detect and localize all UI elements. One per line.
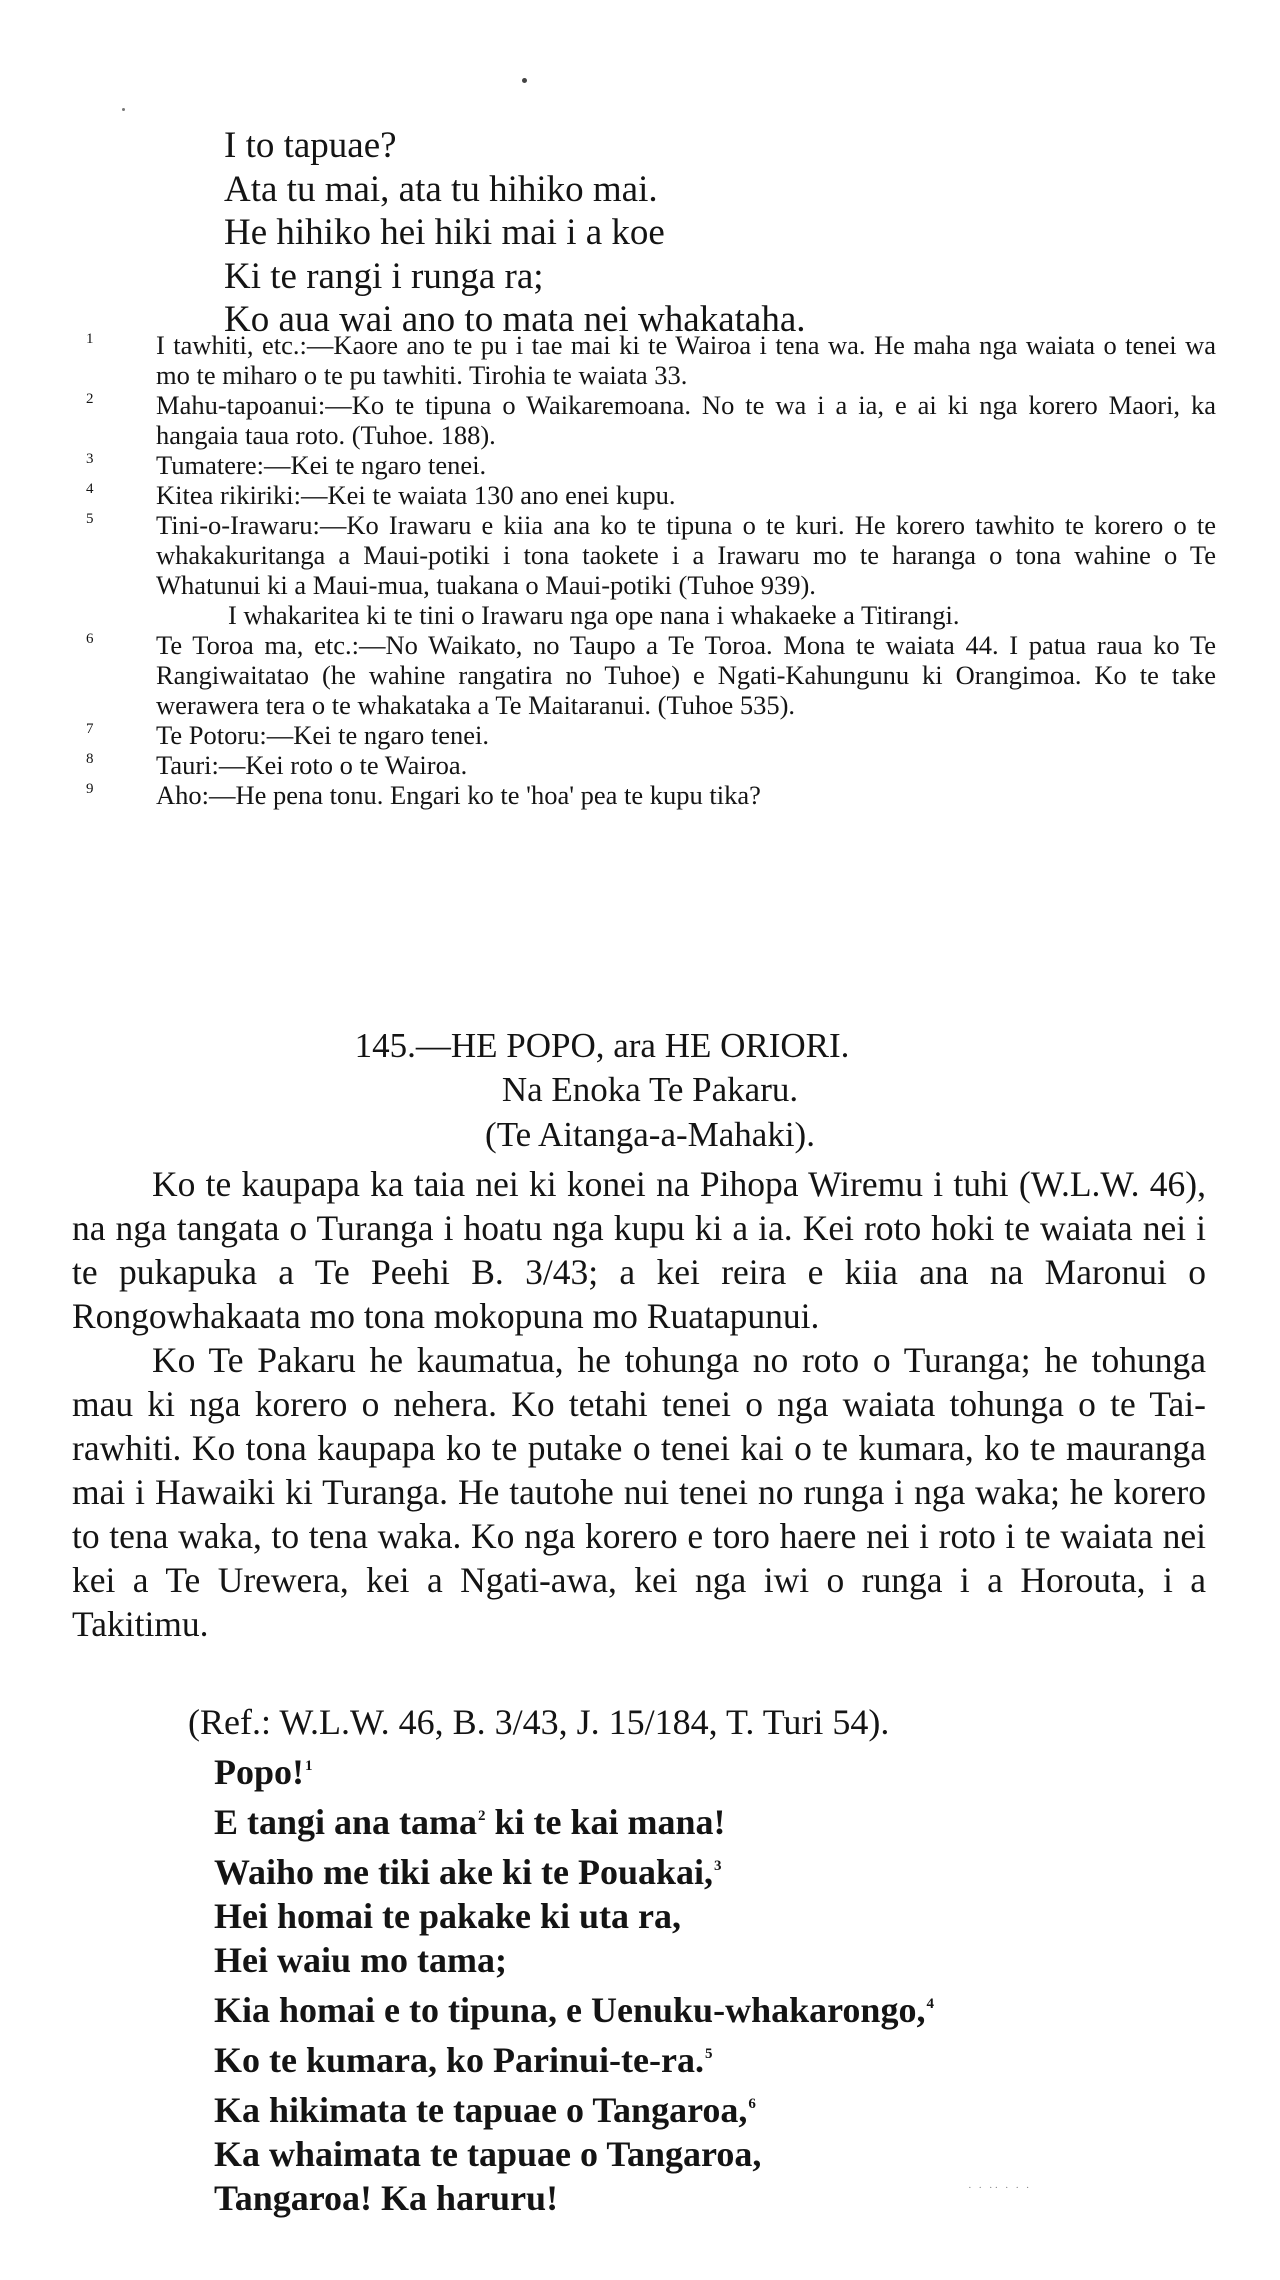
line-text: E tangi ana tama xyxy=(214,1802,478,1842)
poem-line xyxy=(214,2132,1214,2176)
poem-line: Ki te rangi i runga ra; xyxy=(224,255,544,297)
print-dot xyxy=(522,78,527,83)
print-speck xyxy=(122,108,125,111)
footnote-text: I tawhiti, etc.:—Kaore ano te pu i tae mai ki te Wairoa i tena wa. He maha nga waiata o tenei wa mo te miharo o te pu tawhiti. Tirohia te waiata 33. xyxy=(156,330,1216,390)
footnote-text: Te Potoru:—Kei te ngaro tenei. xyxy=(156,720,489,750)
paragraph: Ko Te Pakaru he kaumatua, he tohunga no roto o Turanga; he tohunga mau ki nga korero o nehera. Ko tetahi tenei o nga waiata tohunga o te Tai-rawhiti. Ko tona kaupapa ko te putake o tenei kai o te kumara, ko te mauranga mai i Hawaiki ki Turanga. He tautohe nui tenei no runga i nga waka; he korero to tena waka, to tena waka. Ko nga korero e toro haere nei i roto i te waiata nei kei a Te Urewera, kei a Ngati-awa, kei nga iwi o runga i a Horouta, i a Takitimu. xyxy=(72,1340,1206,1644)
poem-line xyxy=(214,1938,1214,1982)
footnote-marker: 6 xyxy=(748,2096,756,2112)
poem-popo xyxy=(214,1744,1214,2220)
footnotes xyxy=(86,330,1216,810)
poem-line xyxy=(214,1744,1214,1794)
section-title: 145.—HE POPO, ara HE ORIORI. xyxy=(354,1026,850,1065)
poem-line xyxy=(214,2032,1214,2082)
footnote-number: 5 xyxy=(86,511,94,527)
footnote xyxy=(86,780,1216,810)
footnote-text: Tumatere:—Kei te ngaro tenei. xyxy=(156,450,487,480)
footnote-marker: 5 xyxy=(704,2046,713,2062)
footnote xyxy=(86,630,1216,720)
footnote-number: 8 xyxy=(86,751,94,767)
footnote xyxy=(86,510,1216,600)
poem-line: I to tapuae? xyxy=(224,125,397,166)
footnote xyxy=(86,480,1216,510)
poem-line: Ko aua wai ano to mata nei whakataha. xyxy=(224,299,806,340)
poem-continuation xyxy=(224,124,1224,342)
poem-line xyxy=(214,1894,1214,1938)
poem-line xyxy=(214,2176,1214,2220)
footnote-number: 9 xyxy=(86,781,94,797)
poem-line xyxy=(214,1982,1214,2032)
poem-line xyxy=(214,1794,1214,1844)
poem-line xyxy=(214,2082,1214,2132)
line-text: Ko te kumara, ko Parinui-te-ra. xyxy=(214,2040,704,2080)
footnote-text: Te Toroa ma, etc.:—No Waikato, no Taupo a Te Toroa. Mona te waiata 44. I patua raua ko Te Rangiwaitatao (he wahine rangatira no Tuhoe) e Ngati-Kahungunu ki Orangimoa. Ko te take werawera tera o te whakataka a Te Maitaranui. (Tuhoe 535). xyxy=(156,630,1216,720)
footnote-marker: 1 xyxy=(305,1758,313,1774)
footnote-number: 7 xyxy=(86,721,94,737)
footnote-continuation: I whakaritea ki te tini o Irawaru nga ope nana i whakaeke a Titirangi. xyxy=(228,600,960,630)
poem-line: Ata tu mai, ata tu hihiko mai. xyxy=(224,168,658,210)
line-text: Ka whaimata te tapuae o Tangaroa, xyxy=(214,2134,762,2174)
footnote-number: 4 xyxy=(86,481,94,497)
line-text: Waiho me tiki ake ki te Pouakai, xyxy=(214,1852,714,1892)
poem-line xyxy=(214,1844,1214,1894)
footnote-text: Kitea rikiriki:—Kei te waiata 130 ano enei kupu. xyxy=(156,480,676,510)
footnote-number: 3 xyxy=(86,451,94,467)
section-author: Na Enoka Te Pakaru. xyxy=(501,1070,799,1109)
line-text: Hei homai te pakake ki uta ra, xyxy=(214,1896,682,1936)
print-specks: · · ·· · · · xyxy=(968,2182,1032,2194)
footnote-number: 6 xyxy=(86,631,94,647)
footnote-number: 2 xyxy=(86,391,94,407)
footnote xyxy=(86,720,1216,750)
line-text: Popo! xyxy=(214,1752,304,1792)
footnote xyxy=(86,750,1216,780)
section-tribe: (Te Aitanga-a-Mahaki). xyxy=(485,1115,815,1154)
line-text-rest: ki te kai mana! xyxy=(485,1802,726,1842)
footnote-marker: 3 xyxy=(714,1858,722,1874)
footnote-marker: 2 xyxy=(478,1808,486,1824)
line-text: Tangaroa! Ka haruru! xyxy=(214,2178,559,2218)
footnote-text: Tini-o-Irawaru:—Ko Irawaru e kiia ana ko te tipuna o te kuri. He korero tawhito te korero o te whakakuritanga a Maui-potiki i tona taokete i a Irawaru mo te haranga o tona wahine o Te Whatunui ki a Maui-mua, tuakana o Maui-potiki (Tuhoe 939). xyxy=(156,510,1216,600)
poem-line: He hihiko hei hiki mai i a koe xyxy=(224,212,665,253)
line-text: Kia homai e to tipuna, e Uenuku-whakarongo, xyxy=(214,1990,926,2030)
footnote-text: Tauri:—Kei roto o te Wairoa. xyxy=(156,750,468,780)
footnote-marker: 4 xyxy=(926,1996,934,2012)
footnote-number: 1 xyxy=(86,331,94,347)
line-text: Hei waiu mo tama; xyxy=(214,1940,507,1980)
footnote-text: Mahu-tapoanui:—Ko te tipuna o Waikaremoana. No te wa i a ia, e ai ki nga korero Maori, ka hangaia taua roto. (Tuhoe. 188). xyxy=(156,390,1216,450)
paragraph: Ko te kaupapa ka taia nei ki konei na Pihopa Wiremu i tuhi (W.L.W. 46), na nga tangata o Turanga i hoatu nga kupu ki a ia. Kei roto hoki te waiata nei i te pukapuka a Te Peehi B. 3/43; a kei reira e kiia ana na Maronui o Rongowhakaata mo tona mokopuna mo Ruatapunui. xyxy=(72,1164,1206,1336)
footnote xyxy=(86,390,1216,450)
footnote xyxy=(86,330,1216,390)
line-text: Ka hikimata te tapuae o Tangaroa, xyxy=(214,2090,748,2130)
footnote xyxy=(86,450,1216,480)
introduction-text xyxy=(72,1162,1206,1646)
reference-line: (Ref.: W.L.W. 46, B. 3/43, J. 15/184, T. Turi 54). xyxy=(188,1702,890,1742)
footnote-text: Aho:—He pena tonu. Engari ko te 'hoa' pea te kupu tika? xyxy=(156,780,761,810)
